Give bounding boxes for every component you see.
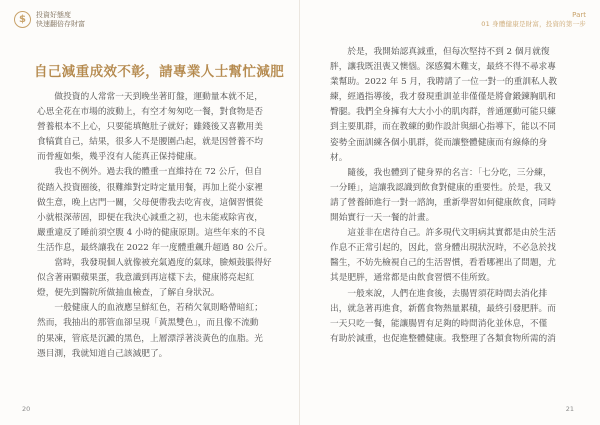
text-line: 做生意，晚上店門一關，父母便帶我去吃宵夜，這個習慣從 <box>37 197 263 208</box>
chapter-title: 01 身體健康是財富，投資的第一步 <box>481 19 586 28</box>
text-line: 開始實行一天一餐的計畫。 <box>330 213 435 224</box>
paragraph <box>37 165 275 256</box>
text-line: 小就根深蒂固，即便在我決心減重之初，也未能戒除宵夜， <box>37 212 263 223</box>
text-line: 燈，便先到醫院所做抽血檢查，了解自身狀況。 <box>37 288 220 299</box>
page-number-right: 21 <box>565 405 574 413</box>
text-line: 營養根本不上心，只要能填飽肚子就好；雖錢後又喜歡用美 <box>37 122 263 133</box>
text-line: 出，就急著再進食，新舊食物熱量累積，最終引發肥胖。而 <box>330 303 556 314</box>
text-line: 到主要肌群，而在教練的動作設計與細心指導下，能以不同 <box>330 122 556 133</box>
left-body-text <box>37 90 275 362</box>
text-line: 的果凍，管底是沉澱的黑色，上層漂浮著淡黃色的血脂。光 <box>37 333 263 344</box>
text-line: 於是，我開始認真減重，但每次堅持不到 2 個月就復 <box>347 47 550 57</box>
text-line: 隨後，我也體到了健身界的名言：「七分吃，三分練， <box>347 167 552 178</box>
book-title-line2: 快速翻倍存財富 <box>36 19 85 28</box>
right-body-text <box>330 45 568 347</box>
text-line: 然而，我抽出的那管血卻呈現「黃黑雙色」，而且像不流動 <box>37 318 259 329</box>
text-line: 當時，我發現個人就像被充氣過度的氣球，臉頰鼓脹得好 <box>54 258 272 269</box>
part-label: Part <box>572 11 586 19</box>
text-line: 生活作息，最終讓我在 2022 年一度體重飆升超過 80 公斤。 <box>37 242 273 253</box>
section-headline: 自己減重成效不彰，請專業人士幫忙減肥 <box>34 64 285 80</box>
text-line: 憑目測，我就知道自己該減肥了。 <box>37 348 168 359</box>
text-line: 醫生，不妨先檢視自己的生活習慣，看看哪裡出了問題，尤 <box>330 258 556 269</box>
text-line: 我也不例外。過去我的體重一直維持在 72 公斤，但自 <box>54 167 263 178</box>
dollar-coin-icon: $ <box>14 11 31 28</box>
text-line: 一分睡」，這讓我認識到飲食對健康的重要性。於是，我又 <box>330 182 552 193</box>
text-line: 請了營養師進行一對一諮詢，重新學習如何健康飲食，同時 <box>330 197 556 208</box>
text-line: 一天只吃一餐，能讓腸胃有足夠的時間消化並休息，不僅 <box>330 318 548 329</box>
paragraph <box>37 90 275 165</box>
text-line: 練，經過指導後，我才發現重訓並非僅僅是將會鍛鍊胸肌和 <box>330 92 556 103</box>
text-line: 這並非在虐待自己。許多現代文明病其實都是由於生活 <box>347 228 556 239</box>
text-line: 一般健康人的血液應呈鮮紅色，若稍欠氧則略帶暗紅； <box>54 303 263 314</box>
right-running-header <box>481 11 586 28</box>
book-title-line1: 投資好態度 <box>36 11 71 19</box>
text-line: 做投資的人常常一天到晚坐著盯盤，運動量本就不足， <box>54 92 263 102</box>
paragraph <box>330 287 568 347</box>
text-line: 食犒賞自己，結果，很多人不是腰圍凸起，就是因營養不均 <box>37 137 263 148</box>
book-title <box>36 11 85 28</box>
paragraph <box>37 256 275 301</box>
text-line: 一般來說，人們在進食後，去腸胃須花時間去消化排 <box>347 288 548 299</box>
text-line: 作息不正常引起的，因此，當身體出現狀況時，不必急於找 <box>330 243 556 254</box>
text-line: 有助於減重，也促進整體健康。我整理了各類食物所需的消 <box>330 333 556 344</box>
text-line: 材。 <box>330 152 348 163</box>
page-number-left: 20 <box>22 405 31 413</box>
text-line: 嚴重違反了睡前須空腹 4 小時的健康原則。這些年來的不良 <box>37 227 266 238</box>
text-line: 胖，讓我既沮喪又懊惱。深感獨木難支，最終不得不尋求專 <box>330 62 556 73</box>
paragraph <box>330 166 568 226</box>
text-line: 其是肥胖，通常都是由飲食習慣不佳所致。 <box>330 273 496 284</box>
text-line: 業幫助。2022 年 5 月，我聘請了一位一對一的重訓私人教 <box>330 77 558 88</box>
text-line: 而骨瘦如柴，幾乎沒有人能真正保持健康。 <box>37 152 203 163</box>
paragraph <box>330 45 568 166</box>
text-line: 從踏入投資圈後，很難維對定時定量用餐，再加上從小家裡 <box>37 182 263 193</box>
paragraph <box>37 301 275 361</box>
text-line: 心思全花在市場的波動上，有空才匆匆吃一餐，對食物是否 <box>37 107 263 118</box>
text-line: 臀腿。我們全身擁有大大小小的肌肉群，普通運動可能只練 <box>330 107 556 118</box>
left-running-header <box>14 11 85 28</box>
right-page <box>300 0 600 425</box>
paragraph <box>330 226 568 286</box>
text-line: 似含著兩顆蘋果蛋，我意識到再這樣下去，健康將亮起紅 <box>37 273 255 284</box>
text-line: 姿勢全面訓練各個小肌群，從而讓整體健康而有線條的身 <box>330 137 548 148</box>
